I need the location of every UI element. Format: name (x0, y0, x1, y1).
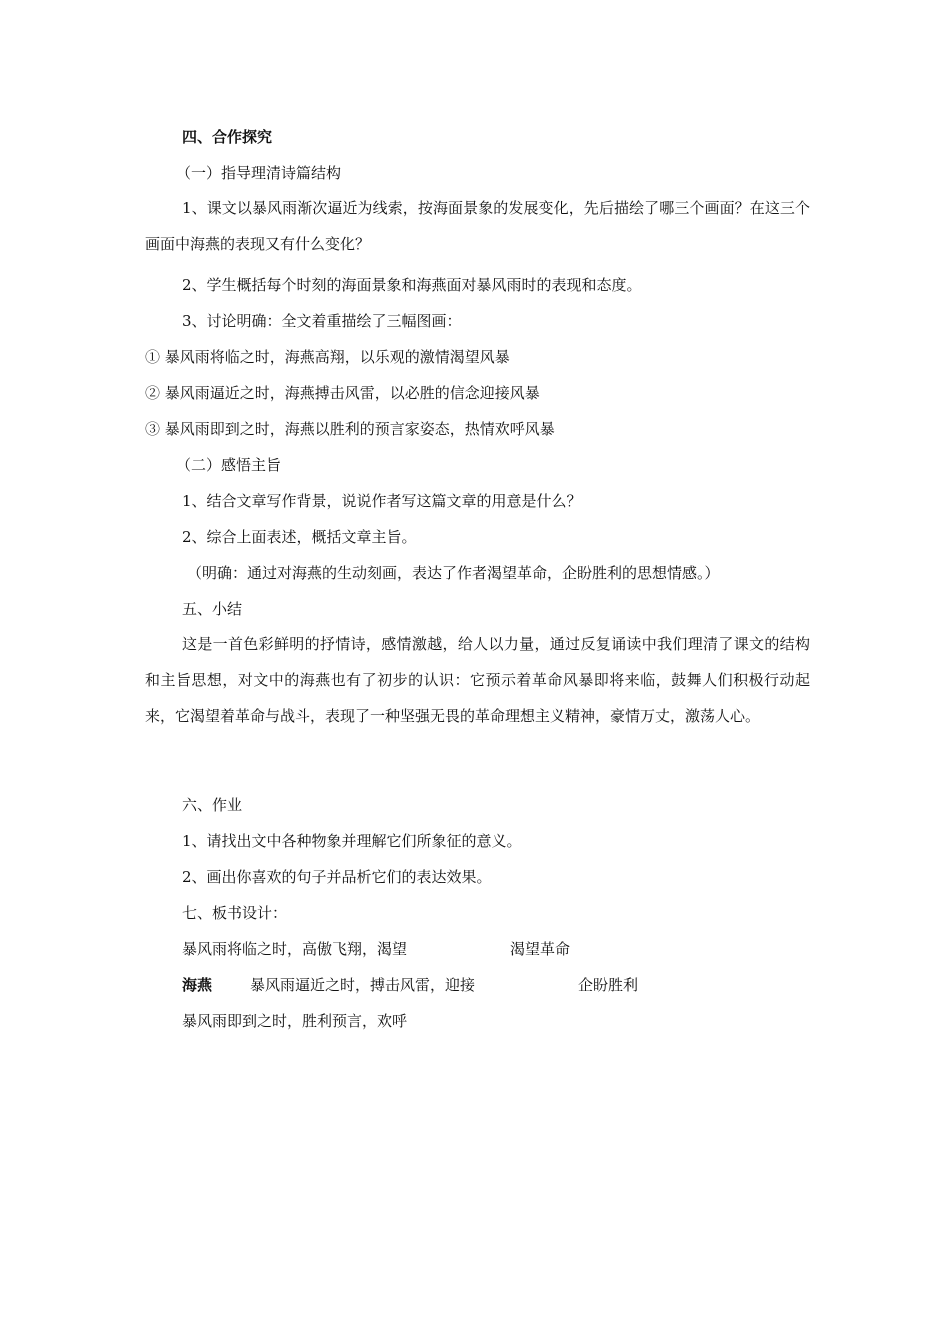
subsection-heading-theme: （二）感悟主旨 (176, 456, 282, 474)
picture-item-1: ① 暴风雨将临之时，海燕高翔，以乐观的激情渴望风暴 (145, 348, 510, 366)
picture-item-2: ② 暴风雨逼近之时，海燕搏击风雷，以必胜的信念迎接风暴 (145, 384, 540, 402)
subsection-heading-structure: （一）指导理清诗篇结构 (176, 164, 342, 182)
section-heading-summary: 五、小结 (182, 600, 243, 618)
board-row-1-right: 渴望革命 (510, 940, 571, 958)
theme-answer: （明确：通过对海燕的生动刻画，表达了作者渴望革命，企盼胜利的思想情感。） (187, 564, 720, 582)
board-row-2-right: 企盼胜利 (578, 976, 639, 994)
board-row-2-left: 暴风雨逼近之时，搏击风雷，迎接 (250, 976, 476, 994)
picture-item-3: ③ 暴风雨即到之时，海燕以胜利的预言家姿态，热情欢呼风暴 (145, 420, 555, 438)
homework-item-2: 2、画出你喜欢的句子并品析它们的表达效果。 (182, 868, 492, 886)
theme-question-2: 2、综合上面表述，概括文章主旨。 (182, 528, 417, 546)
summary-paragraph: 这是一首色彩鲜明的抒情诗，感情激越，给人以力量，通过反复诵读中我们理清了课文的结构和主旨思想，对文中的海燕也有了初步的认识：它预示着革命风暴即将来临，鼓舞人们积极行动起来，它渴望着革命与战斗，表现了一种坚强无畏的革命理想主义精神，豪情万丈，激荡人心。 (145, 635, 810, 725)
section-heading-cooperative-inquiry: 四、合作探究 (182, 128, 273, 146)
question-2: 2、学生概括每个时刻的海面景象和海燕面对暴风雨时的表现和态度。 (182, 276, 642, 294)
question-paragraph-1: 1、课文以暴风雨渐次逼近为线索，按海面景象的发展变化，先后描绘了哪三个画面？在这三个画面中海燕的表现又有什么变化？ (145, 199, 810, 253)
section-heading-board-design: 七、板书设计： (182, 904, 288, 922)
theme-question-1: 1、结合文章写作背景，说说作者写这篇文章的用意是什么？ (182, 492, 582, 510)
homework-item-1: 1、请找出文中各种物象并理解它们所象征的意义。 (182, 832, 522, 850)
question-3: 3、讨论明确：全文着重描绘了三幅图画： (182, 312, 462, 330)
board-row-1-left: 暴风雨将临之时，高傲飞翔，渴望 (182, 940, 408, 958)
section-heading-homework: 六、作业 (182, 796, 243, 814)
board-center-word: 海燕 (182, 976, 213, 994)
board-row-3-left: 暴风雨即到之时，胜利预言，欢呼 (182, 1012, 408, 1030)
